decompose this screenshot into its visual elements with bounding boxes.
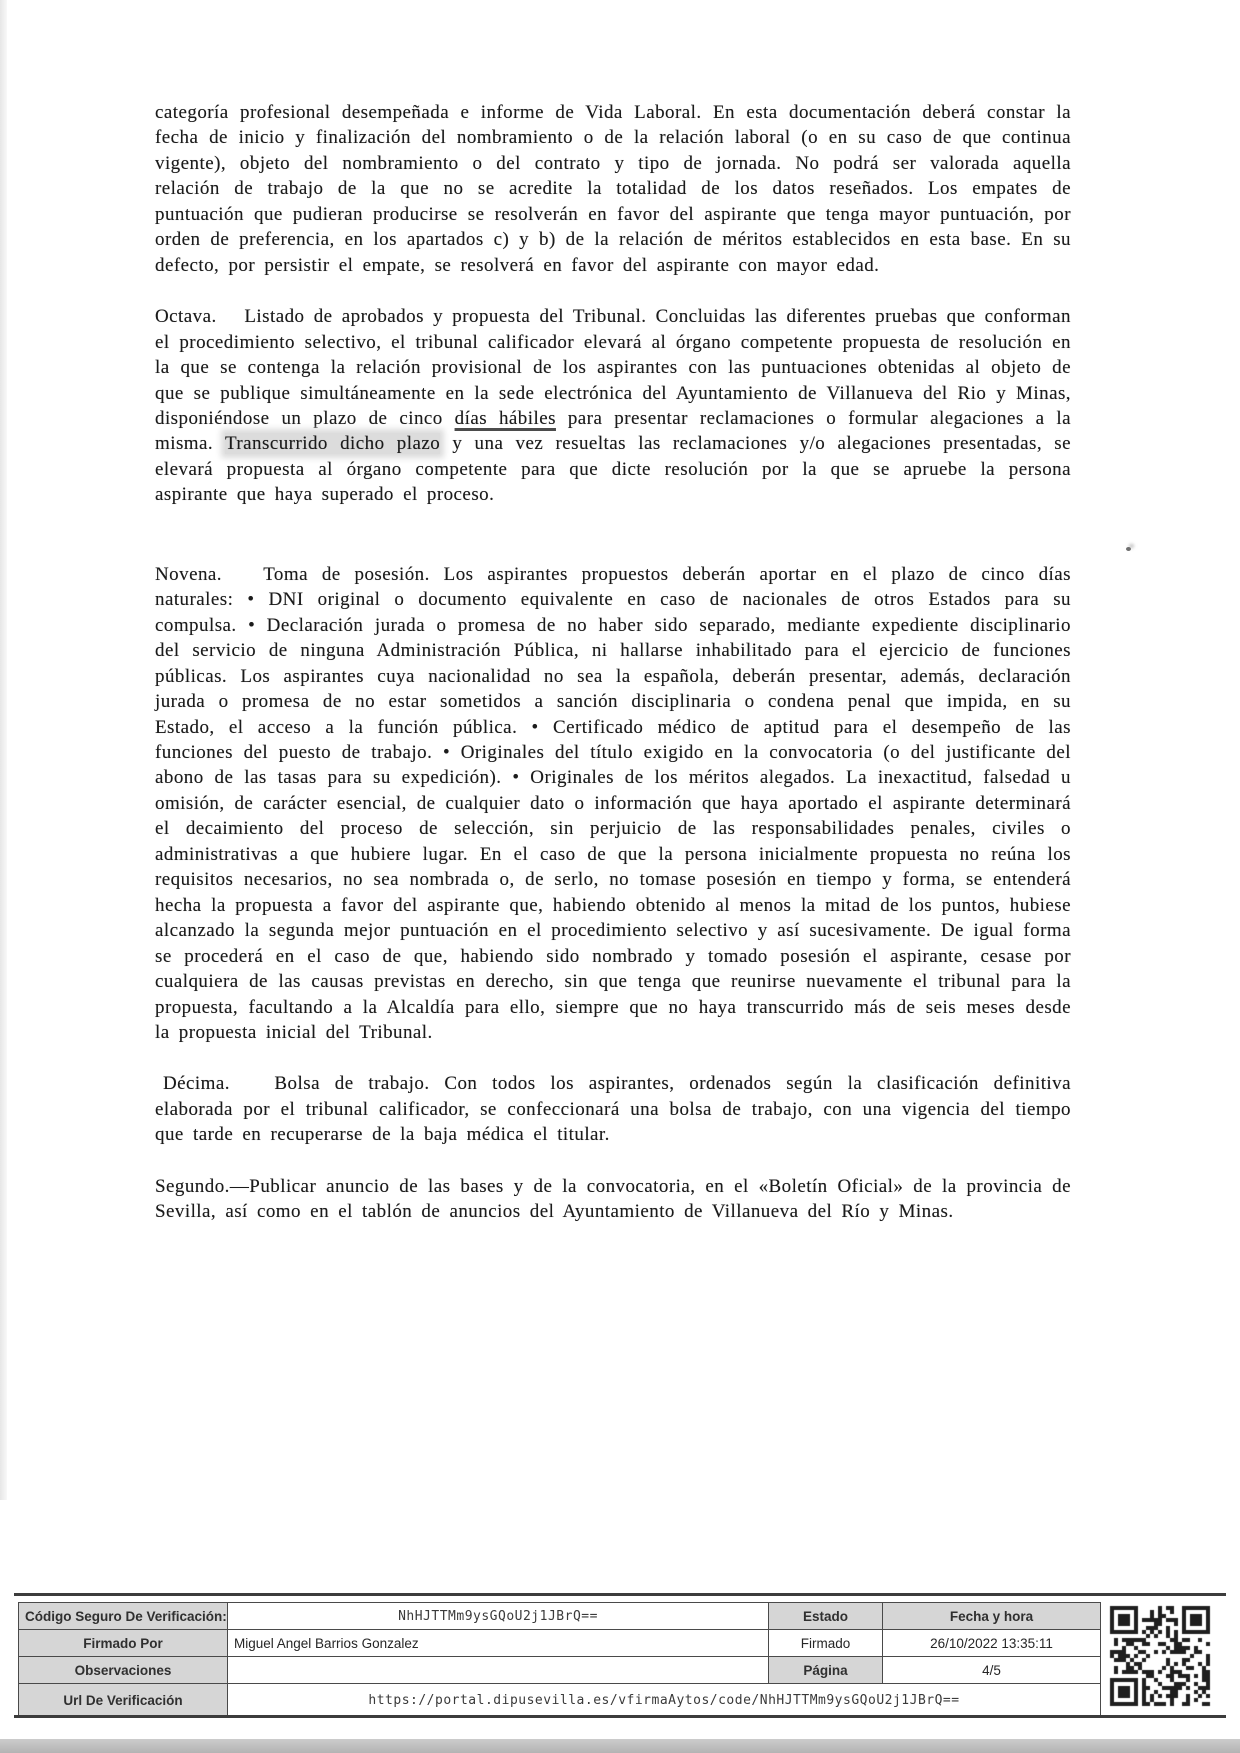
paragraph-octava [155,304,1071,508]
page-value: 4/5 [883,1657,1101,1684]
csv-label: Código Seguro De Verificación: [19,1603,228,1630]
verification-table [18,1602,1101,1717]
datetime-value: 26/10/2022 13:35:11 [883,1630,1101,1657]
url-value: https://portal.dipusevilla.es/vfirmaAytos/code/NhHJTTMm9ysGQoU2j1JBrQ== [228,1684,1101,1717]
table-row-url [19,1684,1101,1717]
signed-by-label: Firmado Por [19,1630,228,1657]
scan-edge-left [0,0,7,1500]
pen-underline: días hábiles [454,407,556,429]
observations-label: Observaciones [19,1657,228,1684]
paragraph-octava-mid: para presentar reclamaciones o formular alegaciones a la misma. [155,407,1071,455]
footer-bottom-rule [14,1715,1226,1718]
table-row-observations [19,1657,1101,1684]
status-header: Estado [769,1603,883,1630]
table-row-signer [19,1630,1101,1657]
paragraph-octava-end: y una vez resueltas las reclamaciones y/o alegaciones presentadas, se elevará propuesta al órgano competente para que dicte resolución por la que se apruebe la persona aspirante que haya superado el proceso. [155,433,1071,506]
csv-value: NhHJTTMm9ysGQoU2j1JBrQ== [228,1603,769,1630]
signed-by-value: Miguel Angel Barrios Gonzalez [228,1630,769,1657]
paragraph-merits: categoría profesional desempeñada e informe de Vida Laboral. En esta documentación deberá constar la fecha de inicio y finalización del nombramiento o de la relación laboral (o en su caso de que continua vigente), objeto del nombramiento o del contrato y tipo de jornada. No podrá ser valorada aquella relación de trabajo de la que no se acredite la totalidad de los datos reseñados. Los empates de puntuación que pudieran producirse se resolverán en favor del aspirante que tenga mayor puntuación, por orden de preferencia, en los apartados c) y b) de la relación de méritos establecidos en esta base. En su defecto, por persistir el empate, se resolverá en favor del aspirante con mayor edad. [155,102,1071,276]
paragraph-decima: Décima. Bolsa de trabajo. Con todos los aspirantes, ordenados según la clasificación definitiva elaborada por el tribunal calificador, se confeccionará una bolsa de trabajo, con una vigencia del tiempo que tarde en recuperarse de la baja médica el titular. [155,1073,1071,1146]
ink-speck [1126,547,1131,551]
observations-value [228,1657,769,1684]
footer-top-rule [14,1593,1226,1596]
url-label: Url De Verificación [19,1684,228,1717]
table-row-csv [19,1603,1101,1630]
highlight-smudge: Transcurrido dicho plazo [225,433,441,455]
qr-code [1108,1604,1212,1708]
paragraph-octava-start: Octava. Listado de aprobados y propuesta del Tribunal. Concluidas las diferentes pruebas que conforman el procedimiento selectivo, el tribunal calificador elevará al órgano competente propuesta de resolución en la que se contenga la relación provisional de los aspirantes con las puntuaciones obtenidas al objeto de que se publique simultáneamente en la sede electrónica del Ayuntamiento de Villanueva del Rio y Minas, disponiéndose un plazo de cinco [155,306,1071,429]
paragraph-novena: Novena. Toma de posesión. Los aspirantes propuestos deberán aportar en el plazo de cinco días naturales: • DNI original o documento equivalente en caso de nacionales de otros Estados para su compulsa. • Declaración jurada o promesa de no haber sido separado, mediante expediente disciplinario del servicio de ninguna Administración Pública, ni hallarse inhabilitado para el ejercicio de funciones públicas. Los aspirantes cuya nacionalidad no sea la española, deberán presentar, además, declaración jurada o promesa de no estar sometidos a sanción disciplinaria o condena penal que impida, en su Estado, el acceso a la función pública. • Certificado médico de aptitud para el desempeño de las funciones del puesto de trabajo. • Originales del título exigido en la convocatoria (o del justificante del abono de las tasas para su expedición). • Originales de los méritos alegados. La inexactitud, falsedad u omisión, de carácter esencial, de cualquier dato o información que haya aportado el aspirante determinará el decaimiento del proceso de selección, sin perjuicio de las responsabilidades penales, civiles o administrativas a que hubiere lugar. En el caso de que la persona inicialmente propuesta no reúna los requisitos necesarios, no sea nombrada o, de serlo, no tomase posesión en tiempo y forma, se entenderá hecha la propuesta a favor del aspirante que, habiendo obtenido al menos la mitad de los puntos, hubiese alcanzado la segunda mejor puntuación en el procedimiento selectivo y así sucesivamente. De igual forma se procederá en el caso de que, habiendo sido nombrado y tomado posesión el aspirante, cesase por cualquiera de las causas previstas en derecho, sin que tenga que reunirse nuevamente el tribunal para la propuesta, facultando a la Alcaldía para ello, siempre que no haya transcurrido más de seis meses desde la propuesta inicial del Tribunal. [155,563,1071,1043]
body-text [155,100,1071,1251]
datetime-header: Fecha y hora [883,1603,1101,1630]
paragraph-segundo: Segundo.—Publicar anuncio de las bases y de la convocatoria, en el «Boletín Oficial» de la provincia de Sevilla, así como en el tablón de anuncios del Ayuntamiento de Villanueva del Río y Minas. [155,1175,1071,1223]
page-header: Página [769,1657,883,1684]
status-value: Firmado [769,1630,883,1657]
scan-edge-bottom [0,1739,1240,1753]
